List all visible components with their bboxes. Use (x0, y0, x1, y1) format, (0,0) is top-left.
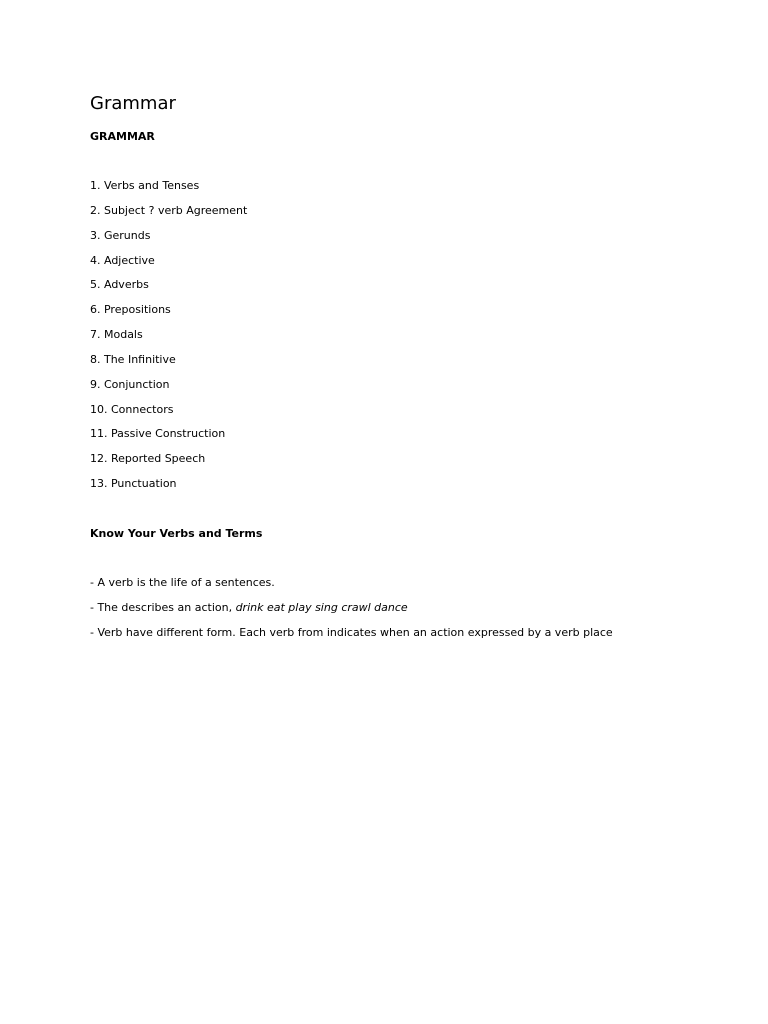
topic-item: 12. Reported Speech (90, 452, 206, 466)
topic-item: 5. Adverbs (90, 278, 149, 292)
verbs-section-heading: Know Your Verbs and Terms (90, 527, 263, 540)
topic-item: 2. Subject ? verb Agreement (90, 203, 248, 217)
verb-note-text: - Verb have different form. Each verb from indicates when an action expressed by a verb place (90, 626, 613, 639)
verb-note (90, 575, 613, 600)
topic-item: 3. Gerunds (90, 228, 151, 242)
topic-item: 6. Prepositions (90, 303, 171, 317)
verb-notes (90, 575, 613, 650)
topic-item: 11. Passive Construction (90, 427, 226, 441)
topic-item: 7. Modals (90, 328, 143, 342)
topic-item: 8. The Infinitive (90, 352, 176, 366)
verb-note-text: - A verb is the life of a sentences. (90, 576, 275, 589)
topic-item: 1. Verbs and Tenses (90, 179, 200, 192)
verb-examples-italic: drink eat play sing crawl dance (235, 601, 408, 614)
topic-item: 9. Conjunction (90, 377, 170, 391)
topic-list (90, 178, 247, 501)
topic-item: 13. Punctuation (90, 477, 177, 491)
verb-note-text: - The describes an action, (90, 601, 236, 614)
document-title: Grammar (90, 93, 176, 114)
verb-note (90, 600, 613, 625)
verb-note (90, 625, 613, 650)
grammar-heading: GRAMMAR (90, 130, 155, 143)
topic-item: 10. Connectors (90, 402, 174, 416)
topic-item: 4. Adjective (90, 253, 155, 267)
